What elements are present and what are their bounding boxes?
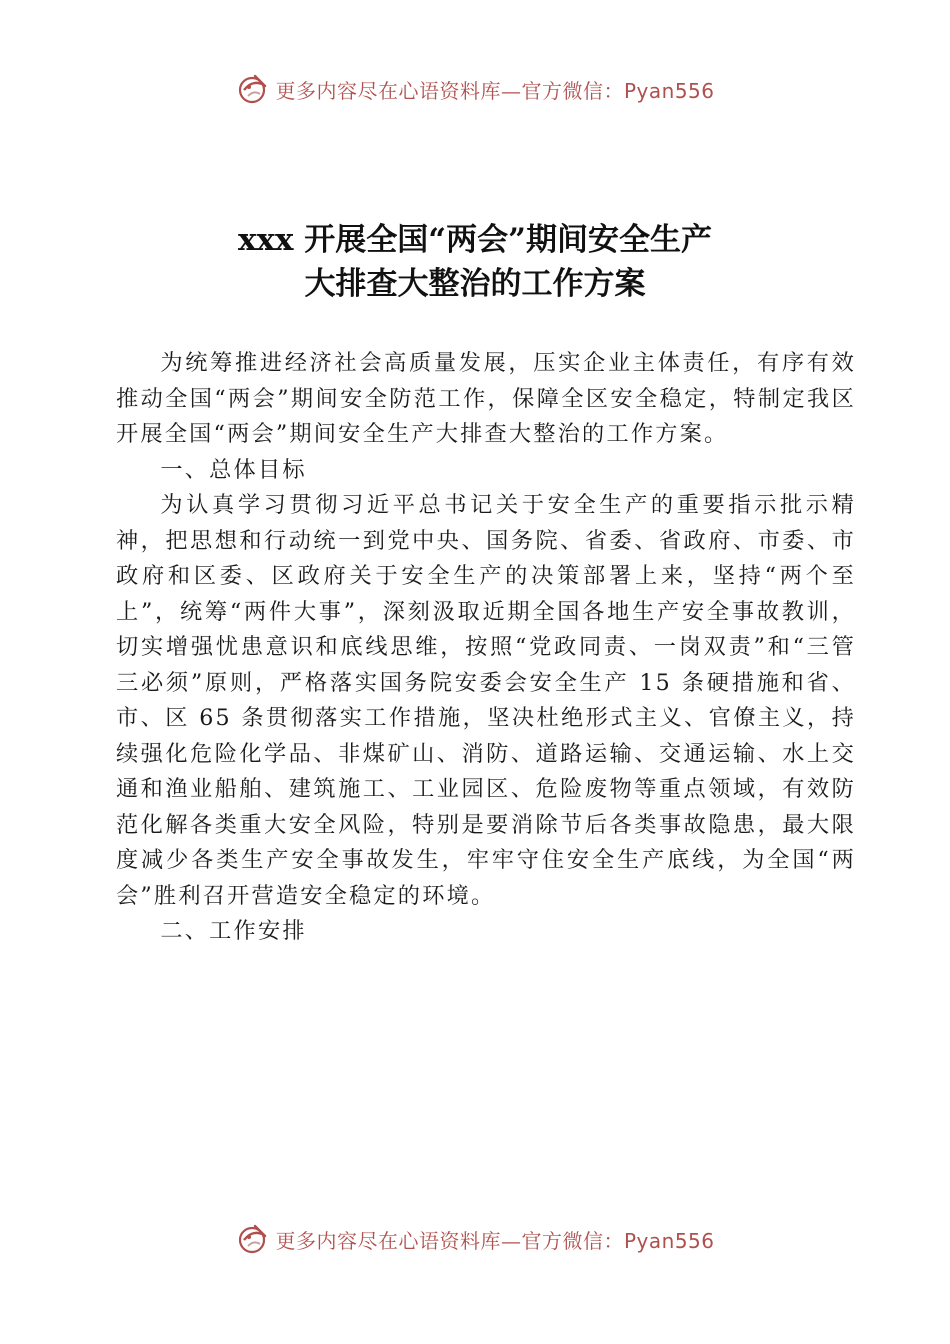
banner-text: 更多内容尽在心语资料库—官方微信：Pyan556	[275, 78, 715, 103]
brand-logo-icon	[235, 1222, 269, 1256]
wechat-id: Pyan556	[623, 1228, 715, 1253]
banner-text: 更多内容尽在心语资料库—官方微信：Pyan556	[275, 1228, 715, 1253]
section-1-paragraph: 为认真学习贯彻习近平总书记关于安全生产的重要指示批示精神，把思想和行动统一到党中央、国务院、省委、省政府、市委、市政府和区委、区政府关于安全生产的决策部署上来，坚持“两个至上”，统筹“两件大事”，深刻汲取近期全国各地生产安全事故教训，切实增强忧患意识和底线思维，按照“党政同责、一岗双责”和“三管三必须”原则，严格落实国务院安委会安全生产 15 条硬措施和省、市、区 65 条贯彻落实工作措施，坚决杜绝形式主义、官僚主义，持续强化危险化学品、非煤矿山、消防、道路运输、交通运输、水上交通和渔业船舶、建筑施工、工业园区、危险废物等重点领域，有效防范化解各类重大安全风险，特别是要消除节后各类事故隐患，最大限度减少各类生产安全事故发生，牢牢守住安全生产底线，为全国“两会”胜利召开营造安全稳定的环境。	[116, 492, 856, 909]
header-banner	[0, 72, 950, 106]
section-2-heading: 二、工作安排	[160, 918, 307, 944]
wechat-id: Pyan556	[623, 78, 715, 103]
title-line-2: 大排查大整治的工作方案	[304, 266, 646, 302]
section-1-heading: 一、总体目标	[160, 456, 307, 483]
title-line-1: xxx 开展全国“两会”期间安全生产	[238, 222, 712, 258]
document-title	[0, 218, 950, 306]
brand-logo-icon	[235, 72, 269, 106]
footer-banner	[0, 1222, 950, 1256]
document-body	[116, 346, 856, 950]
intro-paragraph: 为统筹推进经济社会高质量发展，压实企业主体责任，有序有效推动全国“两会”期间安全防范工作，保障全区安全稳定，特制定我区开展全国“两会”期间安全生产大排查大整治的工作方案。	[116, 350, 856, 447]
